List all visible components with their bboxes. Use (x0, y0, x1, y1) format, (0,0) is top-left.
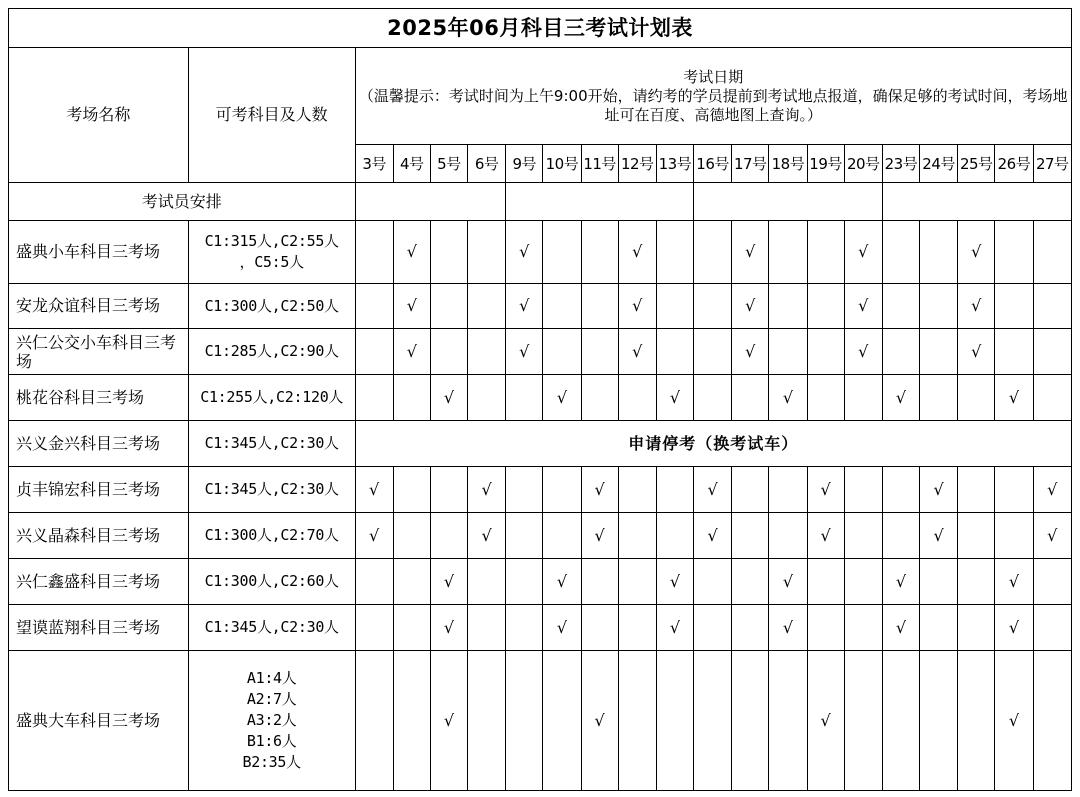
schedule-cell (807, 375, 844, 421)
schedule-cell (581, 284, 618, 329)
schedule-cell (958, 651, 995, 791)
day-header: 6号 (468, 145, 506, 183)
schedule-cell (543, 651, 581, 791)
exam-day-check: √ (618, 221, 656, 284)
schedule-cell (543, 221, 581, 284)
exam-day-check: √ (355, 467, 393, 513)
day-header: 5号 (430, 145, 467, 183)
exam-day-check: √ (732, 284, 769, 329)
exam-day-check: √ (807, 513, 844, 559)
venue-subjects (188, 605, 355, 651)
examiner-cell (355, 183, 506, 221)
venue-subjects (188, 221, 355, 284)
schedule-cell (468, 605, 506, 651)
schedule-cell (844, 375, 882, 421)
venue-subjects (188, 329, 355, 375)
subject-quota: C1:300人,C2:70人 (204, 526, 339, 544)
schedule-cell (543, 467, 581, 513)
schedule-cell (656, 467, 693, 513)
schedule-cell (694, 221, 732, 284)
schedule-cell (694, 605, 732, 651)
schedule-cell (1033, 221, 1072, 284)
venue-row (9, 284, 1072, 329)
schedule-cell (393, 651, 430, 791)
exam-day-check: √ (506, 221, 543, 284)
schedule-cell (844, 651, 882, 791)
exam-day-check: √ (618, 284, 656, 329)
venue-name: 盛典小车科目三考场 (9, 221, 189, 284)
schedule-cell (430, 513, 467, 559)
day-header: 13号 (656, 145, 693, 183)
schedule-cell (920, 284, 958, 329)
schedule-cell (1033, 605, 1072, 651)
schedule-cell (807, 221, 844, 284)
exam-day-check: √ (694, 513, 732, 559)
date-header (355, 48, 1071, 145)
exam-day-check: √ (543, 559, 581, 605)
schedule-cell (769, 284, 807, 329)
schedule-cell (920, 651, 958, 791)
exam-day-check: √ (581, 467, 618, 513)
schedule-cell (543, 513, 581, 559)
schedule-cell (807, 284, 844, 329)
schedule-cell (958, 513, 995, 559)
exam-day-check: √ (618, 329, 656, 375)
schedule-cell (506, 605, 543, 651)
day-header: 3号 (355, 145, 393, 183)
exam-day-check: √ (656, 605, 693, 651)
schedule-cell (769, 513, 807, 559)
exam-day-check: √ (995, 651, 1033, 791)
schedule-cell (694, 651, 732, 791)
exam-day-check: √ (807, 651, 844, 791)
exam-day-check: √ (430, 651, 467, 791)
schedule-cell (995, 284, 1033, 329)
subject-quota: C1:285人,C2:90人 (204, 342, 339, 360)
exam-day-check: √ (656, 375, 693, 421)
schedule-cell (656, 221, 693, 284)
schedule-cell (393, 605, 430, 651)
exam-day-check: √ (995, 605, 1033, 651)
schedule-cell (656, 284, 693, 329)
venue-row (9, 375, 1072, 421)
schedule-cell (882, 221, 919, 284)
schedule-cell (844, 513, 882, 559)
exam-day-check: √ (468, 513, 506, 559)
schedule-cell (1033, 375, 1072, 421)
schedule-cell (920, 605, 958, 651)
schedule-cell (1033, 284, 1072, 329)
venue-name: 兴仁公交小车科目三考场 (9, 329, 189, 375)
schedule-cell (920, 329, 958, 375)
exam-day-check: √ (995, 559, 1033, 605)
exam-day-check: √ (430, 559, 467, 605)
schedule-cell (882, 651, 919, 791)
exam-day-check: √ (882, 375, 919, 421)
schedule-cell (581, 329, 618, 375)
exam-day-check: √ (393, 284, 430, 329)
page-title: 2025年06月科目三考试计划表 (9, 9, 1072, 48)
subject-quota: C1:315人,C2:55人 (204, 232, 339, 250)
day-header: 25号 (958, 145, 995, 183)
venue-row (9, 421, 1072, 467)
schedule-cell (882, 284, 919, 329)
schedule-cell (543, 284, 581, 329)
schedule-cell (995, 221, 1033, 284)
schedule-cell (506, 467, 543, 513)
subject-quota: C1:300人,C2:60人 (204, 572, 339, 590)
schedule-cell (732, 375, 769, 421)
venue-name: 兴义晶森科目三考场 (9, 513, 189, 559)
subject-quota: A3:2人 (246, 711, 297, 729)
exam-day-check: √ (656, 559, 693, 605)
schedule-cell (355, 329, 393, 375)
examiner-row (9, 183, 1072, 221)
schedule-cell (393, 559, 430, 605)
schedule-cell (355, 651, 393, 791)
subject-quota: C1:345人,C2:30人 (204, 618, 339, 636)
subject-quota: B1:6人 (246, 732, 297, 750)
schedule-cell (468, 651, 506, 791)
exam-day-check: √ (958, 329, 995, 375)
exam-day-check: √ (1033, 467, 1072, 513)
schedule-cell (694, 284, 732, 329)
exam-day-check: √ (355, 513, 393, 559)
schedule-cell (920, 375, 958, 421)
schedule-cell (393, 467, 430, 513)
schedule-cell (958, 375, 995, 421)
exam-day-check: √ (844, 284, 882, 329)
examiner-cell (882, 183, 1071, 221)
schedule-cell (769, 467, 807, 513)
exam-day-check: √ (882, 605, 919, 651)
venue-row (9, 467, 1072, 513)
day-header: 10号 (543, 145, 581, 183)
schedule-cell (769, 221, 807, 284)
venue-row (9, 605, 1072, 651)
schedule-cell (355, 559, 393, 605)
schedule-cell (506, 651, 543, 791)
exam-day-check: √ (995, 375, 1033, 421)
exam-day-check: √ (694, 467, 732, 513)
examiner-cell (694, 183, 883, 221)
schedule-cell (882, 329, 919, 375)
schedule-cell (807, 605, 844, 651)
schedule-cell (430, 329, 467, 375)
day-header: 11号 (581, 145, 618, 183)
schedule-cell (581, 605, 618, 651)
exam-day-check: √ (958, 284, 995, 329)
venue-row (9, 513, 1072, 559)
schedule-cell (618, 375, 656, 421)
day-header: 19号 (807, 145, 844, 183)
schedule-cell (468, 559, 506, 605)
exam-day-check: √ (882, 559, 919, 605)
schedule-cell (656, 651, 693, 791)
exam-day-check: √ (543, 375, 581, 421)
exam-day-check: √ (807, 467, 844, 513)
schedule-cell (807, 559, 844, 605)
schedule-cell (694, 329, 732, 375)
exam-day-check: √ (430, 375, 467, 421)
schedule-cell (506, 559, 543, 605)
day-header: 17号 (732, 145, 769, 183)
schedule-cell (882, 513, 919, 559)
exam-day-check: √ (732, 221, 769, 284)
venue-subjects (188, 651, 355, 791)
schedule-cell (468, 375, 506, 421)
venue-subjects (188, 284, 355, 329)
schedule-cell (430, 284, 467, 329)
schedule-cell (618, 559, 656, 605)
exam-day-check: √ (920, 467, 958, 513)
subject-quota: C1:255人,C2:120人 (200, 388, 344, 406)
schedule-cell (393, 513, 430, 559)
day-header: 16号 (694, 145, 732, 183)
schedule-cell (1033, 329, 1072, 375)
exam-day-check: √ (769, 605, 807, 651)
day-header: 24号 (920, 145, 958, 183)
venue-name: 桃花谷科目三考场 (9, 375, 189, 421)
schedule-cell (506, 375, 543, 421)
schedule-cell (920, 559, 958, 605)
date-header-title: 考试日期 (683, 67, 744, 86)
schedule-cell (355, 284, 393, 329)
subject-quota: ，C5:5人 (239, 253, 304, 271)
day-header: 4号 (393, 145, 430, 183)
venue-subjects (188, 467, 355, 513)
exam-day-check: √ (769, 375, 807, 421)
schedule-cell (882, 467, 919, 513)
schedule-cell (844, 605, 882, 651)
schedule-cell (1033, 651, 1072, 791)
schedule-cell (732, 467, 769, 513)
schedule-cell (732, 559, 769, 605)
venue-header: 考场名称 (9, 48, 189, 183)
exam-day-check: √ (958, 221, 995, 284)
exam-day-check: √ (393, 329, 430, 375)
day-header: 20号 (844, 145, 882, 183)
schedule-cell (393, 375, 430, 421)
schedule-cell (543, 329, 581, 375)
exam-day-check: √ (543, 605, 581, 651)
schedule-cell (656, 513, 693, 559)
schedule-cell (656, 329, 693, 375)
day-header: 27号 (1033, 145, 1072, 183)
day-header: 12号 (618, 145, 656, 183)
schedule-cell (958, 559, 995, 605)
exam-day-check: √ (920, 513, 958, 559)
schedule-cell (958, 467, 995, 513)
schedule-cell (769, 651, 807, 791)
schedule-cell (468, 221, 506, 284)
subject-quota: C1:345人,C2:30人 (204, 434, 339, 452)
schedule-cell (920, 221, 958, 284)
subject-quota: C1:300人,C2:50人 (204, 296, 339, 315)
subject-quota: B2:35人 (242, 753, 301, 771)
schedule-cell (468, 284, 506, 329)
schedule-cell (732, 605, 769, 651)
venue-subjects (188, 375, 355, 421)
exam-day-check: √ (844, 221, 882, 284)
exam-day-check: √ (844, 329, 882, 375)
schedule-cell (581, 559, 618, 605)
exam-schedule-table (8, 8, 1072, 791)
subject-quota: A1:4人 (246, 669, 297, 687)
date-header-note: （温馨提示：考试时间为上午9:00开始，请约考的学员提前到考试地点报道，确保足够的考试时间，考场地址可在百度、高德地图上查询。） (358, 86, 1068, 124)
schedule-cell (694, 559, 732, 605)
schedule-cell (355, 375, 393, 421)
exam-day-check: √ (1033, 513, 1072, 559)
schedule-cell (769, 329, 807, 375)
day-header: 26号 (995, 145, 1033, 183)
day-header: 18号 (769, 145, 807, 183)
venue-name: 兴仁鑫盛科目三考场 (9, 559, 189, 605)
schedule-cell (430, 467, 467, 513)
venue-subjects (188, 559, 355, 605)
schedule-cell (1033, 559, 1072, 605)
exam-day-check: √ (430, 605, 467, 651)
exam-day-check: √ (393, 221, 430, 284)
exam-day-check: √ (506, 284, 543, 329)
exam-day-check: √ (506, 329, 543, 375)
schedule-cell (581, 221, 618, 284)
schedule-cell (694, 375, 732, 421)
venue-row (9, 559, 1072, 605)
subject-quota: C1:345人,C2:30人 (204, 480, 339, 498)
venue-row (9, 651, 1072, 791)
schedule-cell (618, 513, 656, 559)
schedule-cell (995, 329, 1033, 375)
subjects-header: 可考科目及人数 (188, 48, 355, 183)
schedule-cell (581, 375, 618, 421)
day-header: 23号 (882, 145, 919, 183)
schedule-cell (430, 221, 467, 284)
examiner-cell (506, 183, 694, 221)
schedule-cell (618, 605, 656, 651)
exam-day-check: √ (769, 559, 807, 605)
schedule-cell (995, 467, 1033, 513)
venue-name: 贞丰锦宏科目三考场 (9, 467, 189, 513)
schedule-cell (807, 329, 844, 375)
schedule-cell (844, 559, 882, 605)
schedule-cell (618, 651, 656, 791)
schedule-cell (958, 605, 995, 651)
venue-name: 安龙众谊科目三考场 (9, 284, 189, 329)
examiner-label: 考试员安排 (9, 183, 356, 221)
subject-quota: A2:7人 (246, 690, 297, 708)
exam-day-check: √ (581, 513, 618, 559)
schedule-cell (355, 221, 393, 284)
venue-name: 盛典大车科目三考场 (9, 651, 189, 791)
venue-name: 望谟蓝翔科目三考场 (9, 605, 189, 651)
venue-subjects (188, 421, 355, 467)
venue-row (9, 221, 1072, 284)
exam-day-check: √ (468, 467, 506, 513)
schedule-cell (355, 605, 393, 651)
venue-row (9, 329, 1072, 375)
venue-subjects (188, 513, 355, 559)
exam-day-check: √ (732, 329, 769, 375)
schedule-cell (732, 651, 769, 791)
schedule-cell (618, 467, 656, 513)
schedule-cell (844, 467, 882, 513)
schedule-cell (468, 329, 506, 375)
exam-day-check: √ (581, 651, 618, 791)
schedule-cell (995, 513, 1033, 559)
venue-name: 兴义金兴科目三考场 (9, 421, 189, 467)
schedule-cell (506, 513, 543, 559)
schedule-cell (732, 513, 769, 559)
suspended-notice: 申请停考（换考试车） (355, 421, 1071, 467)
day-header: 9号 (506, 145, 543, 183)
